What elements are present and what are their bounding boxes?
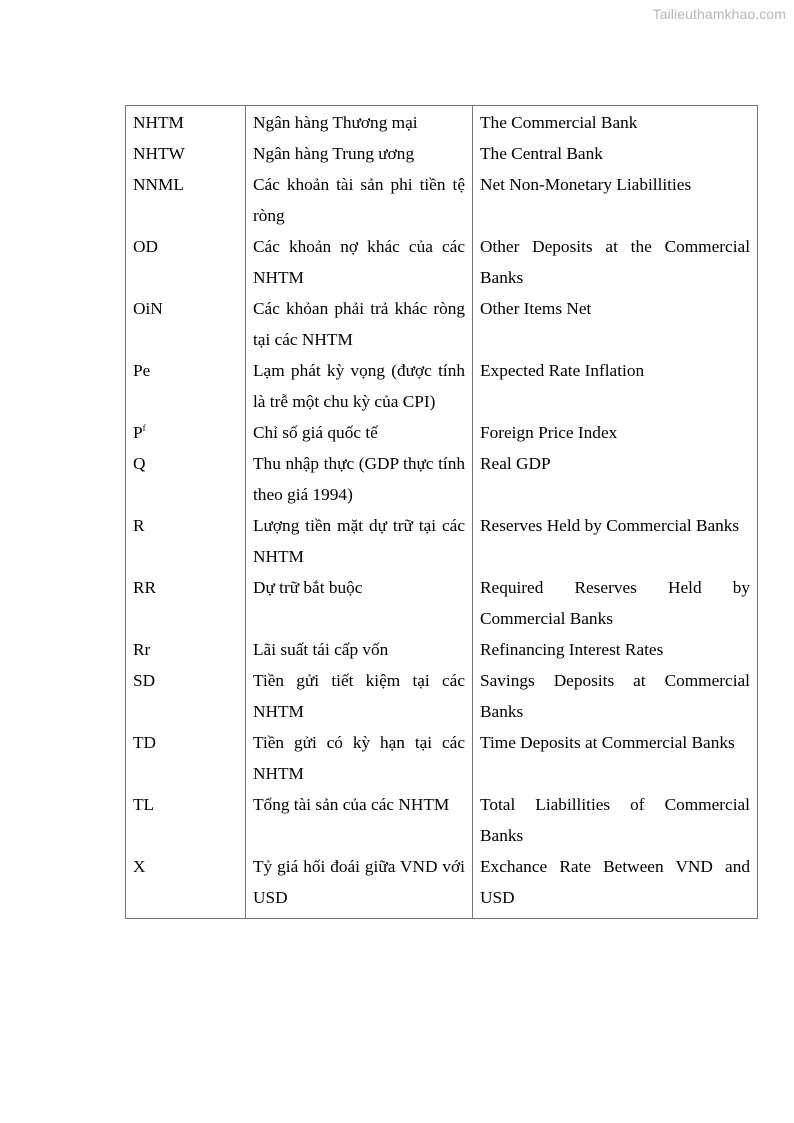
abbreviation-cell: NNML (126, 169, 246, 231)
abbreviation-cell: Q (126, 448, 246, 510)
english-term-cell: Real GDP (473, 448, 758, 510)
english-term-cell: Savings Deposits at Commercial Banks (473, 665, 758, 727)
table-row (126, 293, 758, 355)
abbreviation-cell: Rr (126, 634, 246, 665)
english-term-cell: The Central Bank (473, 138, 758, 169)
english-term-cell: Exchance Rate Between VND and USD (473, 851, 758, 919)
vietnamese-term-cell: Lạm phát kỳ vọng (được tính là trễ một chu kỳ của CPI) (246, 355, 473, 417)
table-row (126, 665, 758, 727)
english-term-cell: Total Liabillities of Commercial Banks (473, 789, 758, 851)
table-row (126, 355, 758, 417)
abbreviation-cell: NHTW (126, 138, 246, 169)
english-term-cell: Other Items Net (473, 293, 758, 355)
watermark-text: Tailieuthamkhao.com (652, 6, 786, 22)
abbreviation-cell: TL (126, 789, 246, 851)
vietnamese-term-cell: Lượng tiền mặt dự trữ tại các NHTM (246, 510, 473, 572)
english-term-cell: Required Reserves Held by Commercial Banks (473, 572, 758, 634)
english-term-cell: Reserves Held by Commercial Banks (473, 510, 758, 572)
abbreviation-base: P (133, 423, 143, 442)
vietnamese-term-cell: Ngân hàng Thương mại (246, 106, 473, 139)
table-row (126, 572, 758, 634)
abbreviation-cell: TD (126, 727, 246, 789)
table-row (126, 448, 758, 510)
vietnamese-term-cell: Lãi suất tái cấp vốn (246, 634, 473, 665)
abbreviation-cell: RR (126, 572, 246, 634)
table-row (126, 851, 758, 919)
vietnamese-term-cell: Tiền gửi tiết kiệm tại các NHTM (246, 665, 473, 727)
english-term-cell: Refinancing Interest Rates (473, 634, 758, 665)
abbreviation-cell: SD (126, 665, 246, 727)
vietnamese-term-cell: Dự trữ bắt buộc (246, 572, 473, 634)
table-row (126, 417, 758, 448)
abbreviation-cell: R (126, 510, 246, 572)
vietnamese-term-cell: Các khoản nợ khác của các NHTM (246, 231, 473, 293)
vietnamese-term-cell: Tỷ giá hối đoái giữa VND với USD (246, 851, 473, 919)
english-term-cell: Expected Rate Inflation (473, 355, 758, 417)
abbreviation-cell: Pe (126, 355, 246, 417)
vietnamese-term-cell: Tiền gửi có kỳ hạn tại các NHTM (246, 727, 473, 789)
table-row (126, 727, 758, 789)
english-term-cell: Net Non-Monetary Liabillities (473, 169, 758, 231)
vietnamese-term-cell: Tổng tài sản của các NHTM (246, 789, 473, 851)
abbreviation-cell: NHTM (126, 106, 246, 139)
english-term-cell: Time Deposits at Commercial Banks (473, 727, 758, 789)
abbreviation-cell: OD (126, 231, 246, 293)
table-row (126, 789, 758, 851)
abbreviation-cell: OiN (126, 293, 246, 355)
vietnamese-term-cell: Các khoản tài sản phi tiền tệ ròng (246, 169, 473, 231)
english-term-cell: Foreign Price Index (473, 417, 758, 448)
abbreviation-cell: X (126, 851, 246, 919)
vietnamese-term-cell: Chỉ số giá quốc tế (246, 417, 473, 448)
vietnamese-term-cell: Thu nhập thực (GDP thực tính theo giá 1994) (246, 448, 473, 510)
abbreviation-superscript: f (142, 423, 146, 433)
table-row (126, 106, 758, 139)
table-row (126, 510, 758, 572)
vietnamese-term-cell: Các khỏan phải trả khác ròng tại các NHTM (246, 293, 473, 355)
table-row (126, 231, 758, 293)
vietnamese-term-cell: Ngân hàng Trung ương (246, 138, 473, 169)
table-row (126, 634, 758, 665)
table-row (126, 169, 758, 231)
english-term-cell: The Commercial Bank (473, 106, 758, 139)
abbreviation-cell (126, 417, 246, 448)
table-row (126, 138, 758, 169)
english-term-cell: Other Deposits at the Commercial Banks (473, 231, 758, 293)
abbreviation-table (125, 105, 758, 919)
